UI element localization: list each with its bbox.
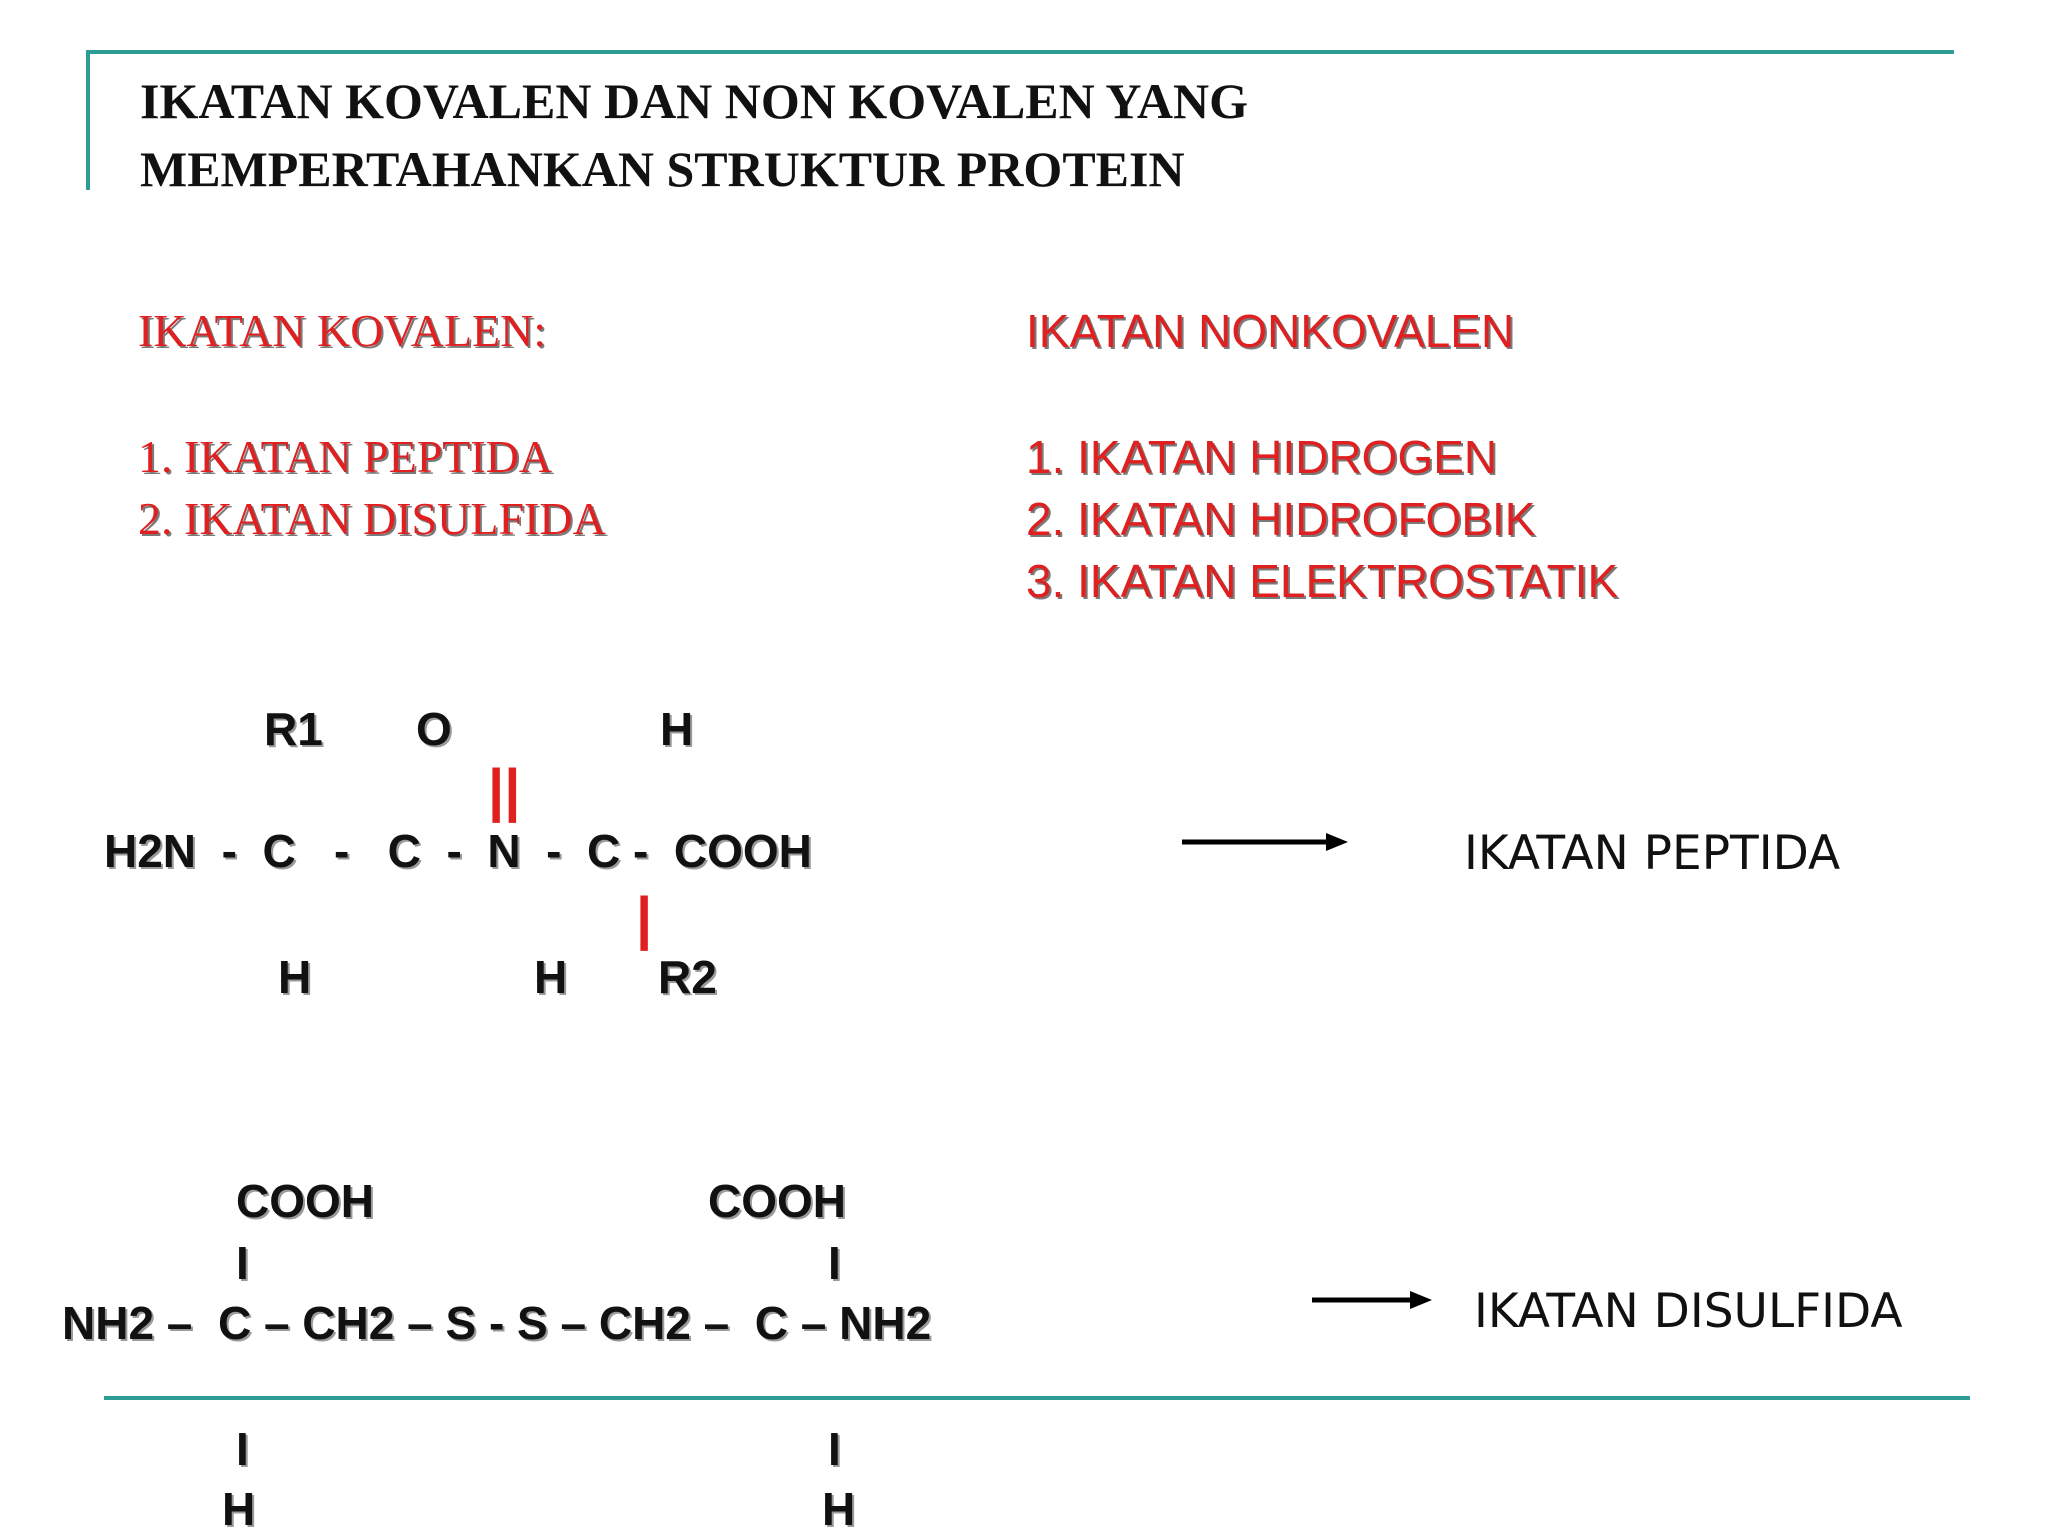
title-line-1: IKATAN KOVALEN DAN NON KOVALEN YANG bbox=[140, 73, 1249, 129]
peptide-double-bond: || bbox=[488, 758, 521, 823]
peptide-top-o: O bbox=[416, 703, 452, 755]
disulfide-bottom-h1: H bbox=[222, 1483, 256, 1535]
peptide-label: IKATAN PEPTIDA bbox=[1464, 826, 1841, 881]
disulfide-chain: NH2 – C – CH2 – S - S – CH2 – C – NH2 bbox=[62, 1297, 932, 1349]
kovalen-item-1: 1. IKATAN PEPTIDA bbox=[138, 431, 553, 482]
title-line-2: MEMPERTAHANKAN STRUKTUR PROTEIN bbox=[140, 141, 1185, 197]
peptide-top-r1: R1 bbox=[264, 703, 323, 755]
nonkovalen-item-1: 1. IKATAN HIDROGEN bbox=[1026, 431, 1498, 483]
disulfide-lower-bond-1: I bbox=[236, 1423, 249, 1475]
peptide-bottom-h2: H bbox=[534, 951, 568, 1003]
disulfide-label: IKATAN DISULFIDA bbox=[1474, 1284, 1903, 1339]
disulfide-lower-bond-2: I bbox=[828, 1423, 841, 1475]
right-arrow-icon bbox=[1182, 828, 1352, 856]
peptide-bottom-h1: H bbox=[278, 951, 312, 1003]
right-arrow-icon bbox=[1312, 1286, 1436, 1314]
disulfide-upper-bond-1: I bbox=[236, 1237, 249, 1289]
bottom-rule bbox=[104, 1396, 1970, 1400]
left-rule bbox=[86, 50, 90, 190]
disulfide-top-cooh-1: COOH bbox=[236, 1175, 374, 1227]
peptide-single-bond: | bbox=[636, 886, 653, 951]
nonkovalen-item-3: 3. IKATAN ELEKTROSTATIK bbox=[1026, 555, 1619, 607]
peptide-bottom-r2: R2 bbox=[658, 951, 717, 1003]
nonkovalen-item-2: 2. IKATAN HIDROFOBIK bbox=[1026, 493, 1536, 545]
peptide-top-h: H bbox=[660, 703, 694, 755]
disulfide-upper-bond-2: I bbox=[828, 1237, 841, 1289]
disulfide-bottom-h2: H bbox=[822, 1483, 856, 1535]
nonkovalen-heading: IKATAN NONKOVALEN bbox=[1026, 305, 1515, 357]
kovalen-heading: IKATAN KOVALEN: bbox=[138, 305, 547, 356]
disulfide-top-cooh-2: COOH bbox=[708, 1175, 846, 1227]
top-rule bbox=[86, 50, 1954, 54]
kovalen-item-2: 2. IKATAN DISULFIDA bbox=[138, 493, 606, 544]
peptide-chain: H2N - C - C - N - C - COOH bbox=[104, 825, 812, 877]
